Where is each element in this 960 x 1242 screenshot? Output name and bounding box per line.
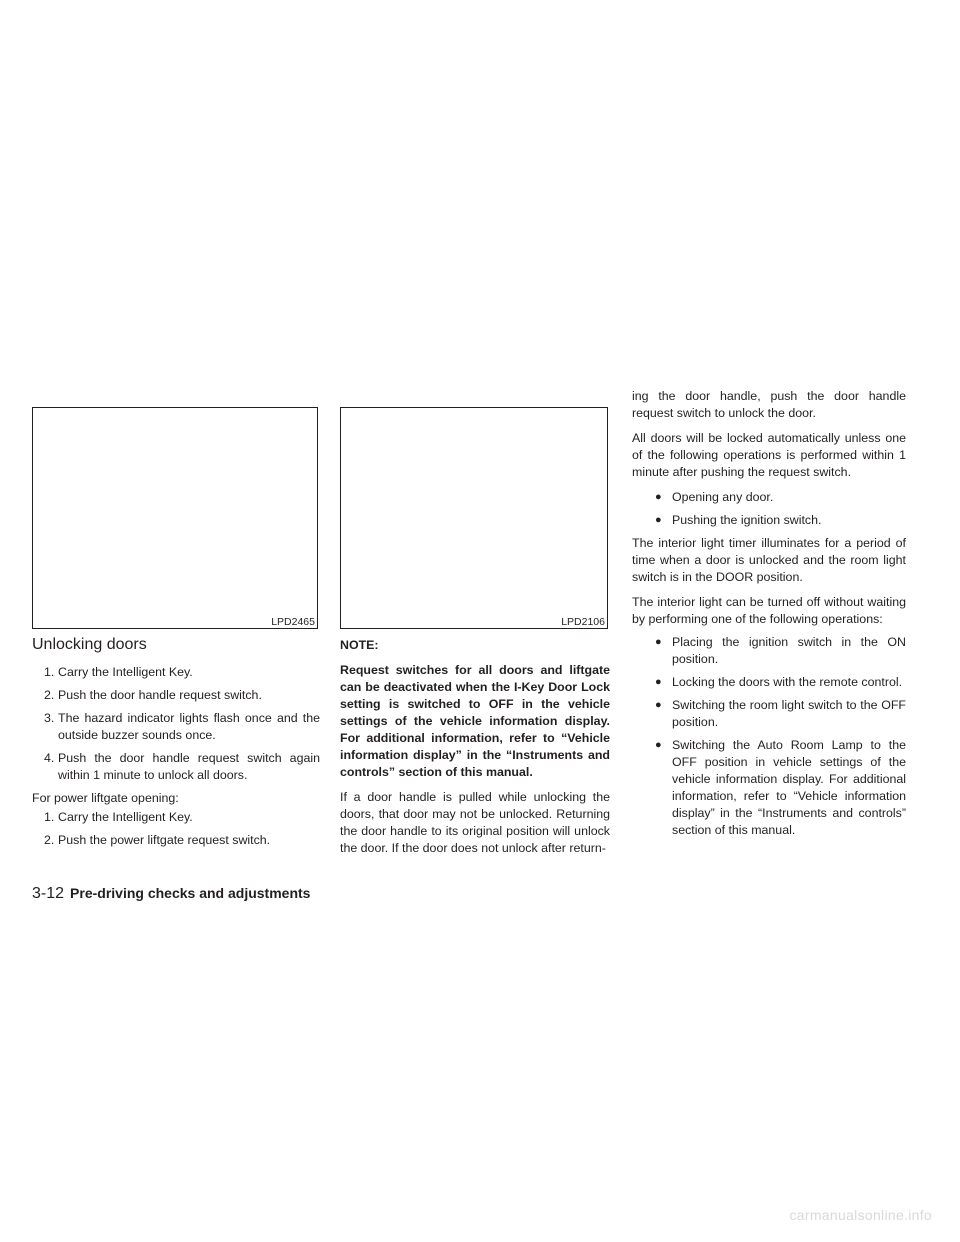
step-number: 1.: [44, 665, 55, 679]
step-text: Push the power liftgate request switch.: [58, 833, 271, 847]
note-heading: NOTE:: [340, 638, 379, 652]
paragraph: All doors will be locked automatically unless one of the following operations is performed within 1 minute after pushing the request switch.: [632, 431, 906, 479]
list-item: [32, 832, 320, 849]
bullet-text: Switching the room light switch to the OFF position.: [672, 698, 906, 729]
paragraph: ing the door handle, push the door handle request switch to unlock the door.: [632, 389, 906, 420]
bullet-icon: ●: [655, 514, 662, 526]
liftgate-intro: For power liftgate opening:: [32, 791, 179, 805]
figure-label: LPD2106: [561, 616, 605, 628]
list-item: [632, 737, 906, 839]
bullet-text: Opening any door.: [672, 490, 774, 504]
list-item: [632, 674, 906, 691]
step-text: Push the door handle request switch again within 1 minute to unlock all doors.: [58, 751, 320, 782]
step-text: Carry the Intelligent Key.: [58, 665, 193, 679]
list-item: [32, 664, 320, 681]
figure-lpd2106: [340, 407, 608, 629]
watermark: carmanualsonline.info: [789, 1207, 932, 1223]
section-title: Unlocking doors: [32, 636, 147, 653]
figure-label: LPD2465: [271, 616, 315, 628]
list-item: [632, 634, 906, 668]
light-off-bullets: [632, 634, 906, 839]
bullet-text: Placing the ignition switch in the ON position.: [672, 635, 906, 666]
step-text: The hazard indicator lights flash once and the outside buzzer sounds once.: [58, 711, 320, 742]
page-number: 3-12: [32, 885, 65, 902]
bullet-text: Switching the Auto Room Lamp to the OFF position in vehicle settings of the vehicle information display. For additional information, refer to “Vehicle information display” in the “Instruments and controls” section of this manual.: [672, 738, 906, 837]
bullet-text: Locking the doors with the remote control.: [672, 675, 903, 689]
bullet-icon: ●: [655, 739, 662, 751]
step-number: 2.: [44, 688, 55, 702]
column-middle: [340, 637, 610, 863]
step-number: 4.: [44, 751, 55, 765]
footer-section-name: Pre-driving checks and adjustments: [70, 885, 311, 901]
paragraph: If a door handle is pulled while unlocking the doors, that door may not be unlocked. Returning the door handle to its original position will unlock the door. If the door does not unlock after return-: [340, 790, 610, 855]
list-item: [32, 809, 320, 826]
liftgate-steps-list: [32, 809, 320, 849]
step-number: 3.: [44, 711, 55, 725]
list-item: [32, 710, 320, 744]
bullet-icon: ●: [655, 699, 662, 711]
bullet-text: Pushing the ignition switch.: [672, 513, 822, 527]
bullet-icon: ●: [655, 636, 662, 648]
figure-lpd2465: [32, 407, 318, 629]
list-item: [32, 687, 320, 704]
note-body: Request switches for all doors and liftgate can be deactivated when the I-Key Door Lock setting is switched to OFF in the vehicle settings of the vehicle information display. For additional information, refer to “Vehicle information display” in the “Instruments and controls” section of this manual.: [340, 663, 610, 779]
list-item: [632, 512, 906, 529]
auto-lock-bullets: [632, 489, 906, 529]
step-text: Carry the Intelligent Key.: [58, 810, 193, 824]
step-number: 1.: [44, 810, 55, 824]
column-left: [32, 635, 320, 855]
column-right: [632, 388, 906, 845]
list-item: [632, 697, 906, 731]
unlock-steps-list: [32, 664, 320, 784]
paragraph: The interior light timer illuminates for a period of time when a door is unlocked and the room light switch is in the DOOR position.: [632, 536, 906, 584]
step-number: 2.: [44, 833, 55, 847]
bullet-icon: ●: [655, 491, 662, 503]
step-text: Push the door handle request switch.: [58, 688, 262, 702]
list-item: [32, 750, 320, 784]
page-footer: [32, 883, 310, 904]
list-item: [632, 489, 906, 506]
paragraph: The interior light can be turned off without waiting by performing one of the following operations:: [632, 595, 906, 626]
bullet-icon: ●: [655, 676, 662, 688]
